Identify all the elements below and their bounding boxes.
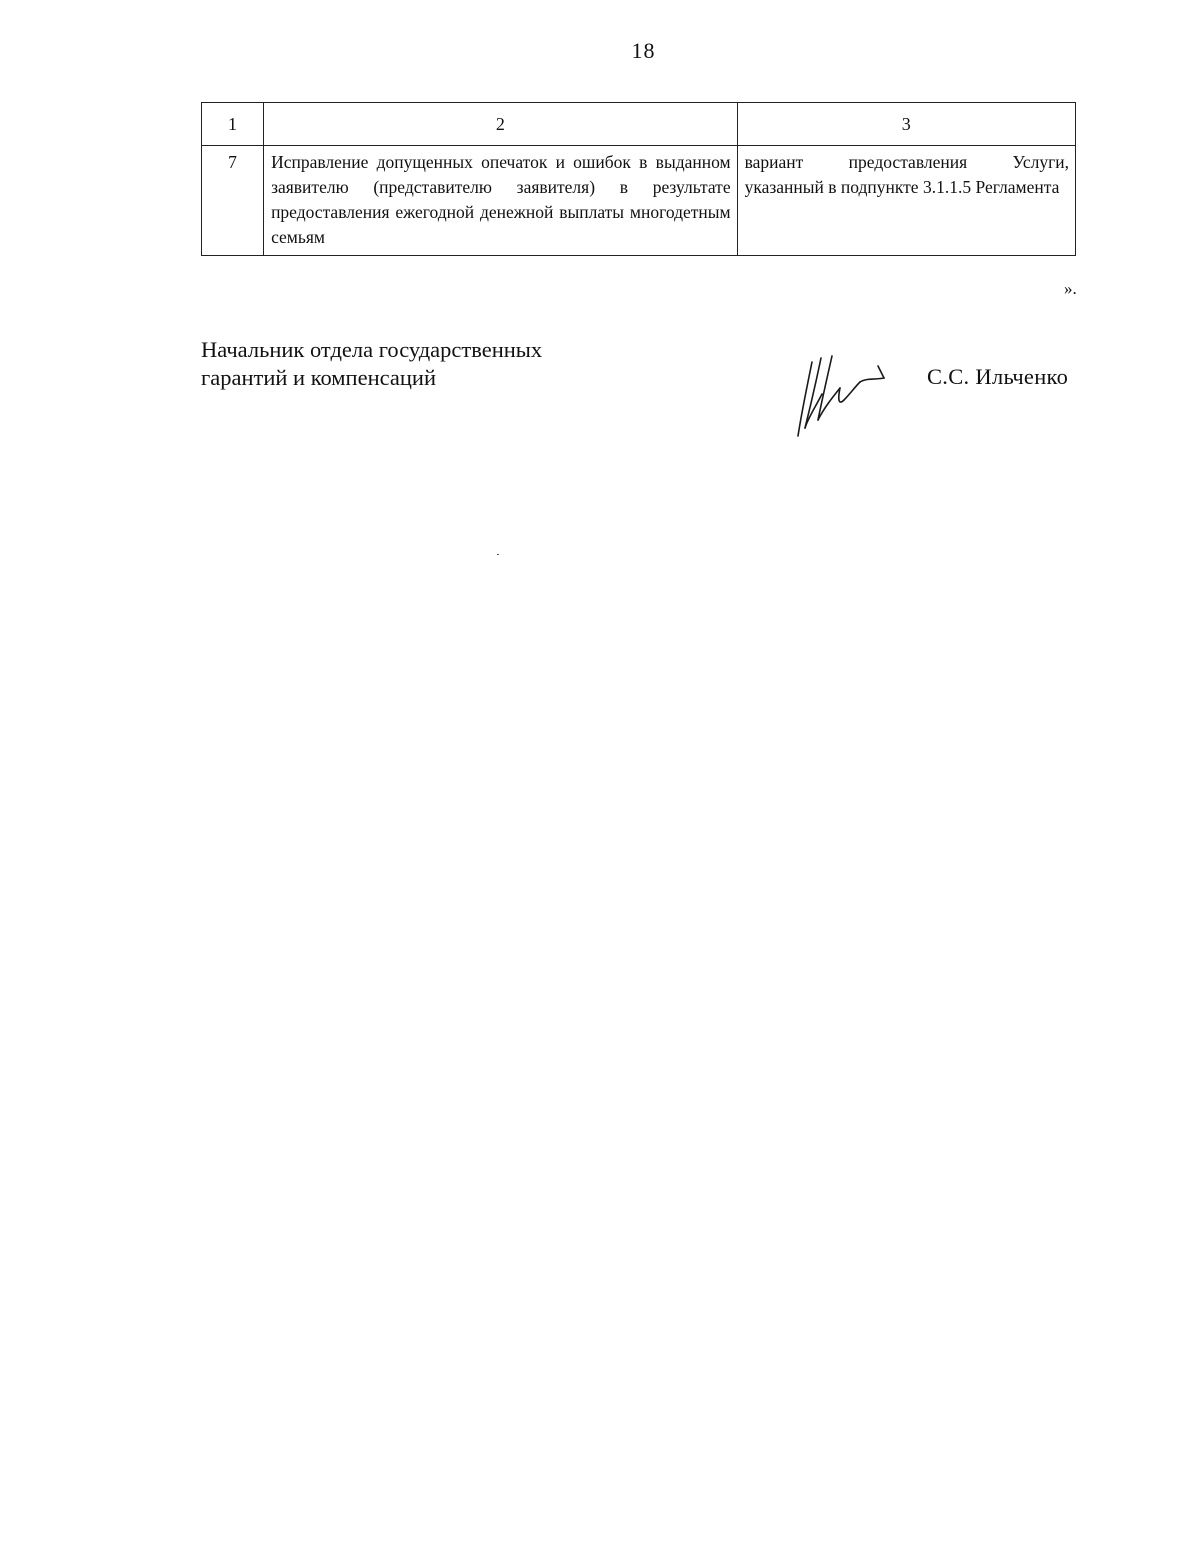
column-header-3: 3 xyxy=(737,103,1075,146)
column-header-1: 1 xyxy=(202,103,264,146)
row-description: Исправление допущенных опечаток и ошибок в выданном заявителю (представителю заявителя) в результате предоставления ежегодной денежной выплаты многодетным семьям xyxy=(264,146,738,256)
scan-speck xyxy=(497,554,499,555)
row-variant: вариант предоставления Услуги, указанный в подпункте 3.1.1.5 Регламента xyxy=(737,146,1075,256)
handwritten-signature xyxy=(788,348,898,443)
row-number: 7 xyxy=(202,146,264,256)
closing-quote: ». xyxy=(1064,279,1077,298)
table-header-row xyxy=(202,103,1076,146)
table-row xyxy=(202,146,1076,256)
signatory-position-text: Начальник отдела государственных гарантий и компенсаций xyxy=(201,337,543,390)
column-header-2: 2 xyxy=(264,103,738,146)
page-number: 18 xyxy=(631,38,656,63)
signatory-name: С.С. Ильченко xyxy=(927,364,1069,389)
regulation-table xyxy=(201,102,1076,256)
signatory-position xyxy=(201,336,601,392)
